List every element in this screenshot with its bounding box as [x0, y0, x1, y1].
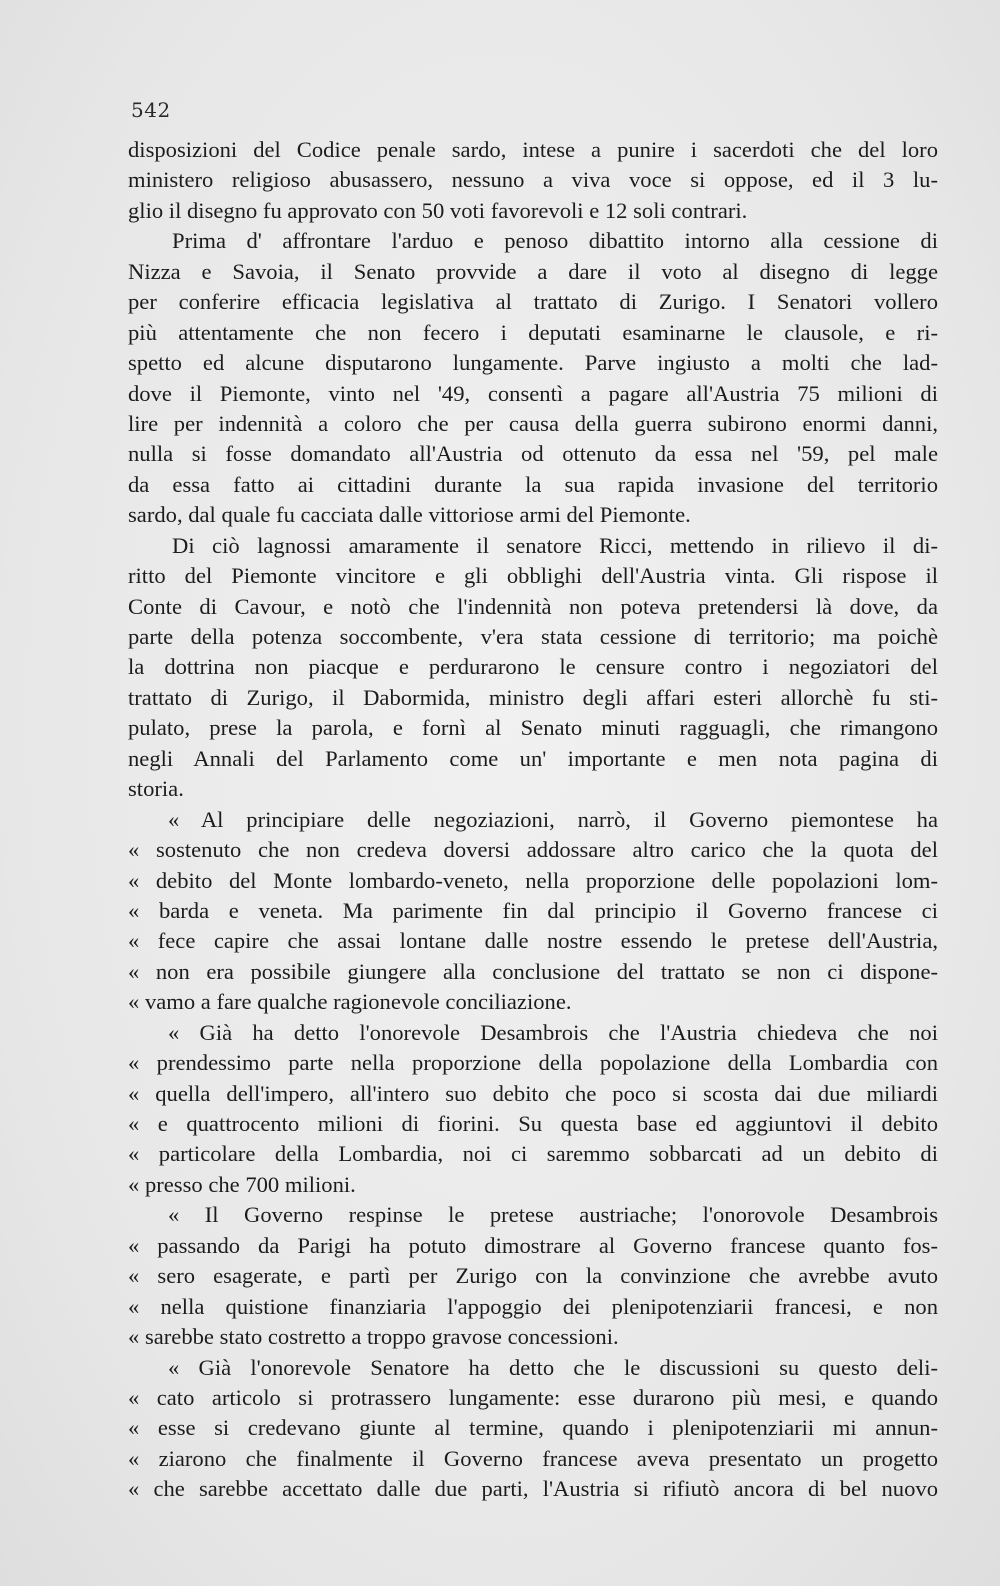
text-line: più attentamente che non fecero i deputati esaminarne le clausole, e ri-: [128, 319, 938, 345]
text-line: pulato, prese la parola, e fornì al Senato minuti ragguagli, che rimangono: [128, 715, 938, 741]
text-line: « debito del Monte lombardo-veneto, nella proporzione delle popolazioni lom-: [128, 867, 938, 893]
text-line: spetto ed alcune disputarono lungamente. Parve ingiusto a molti che lad-: [128, 350, 938, 376]
text-line: storia.: [128, 776, 184, 802]
text-line: « che sarebbe accettato dalle due parti, l'Austria si rifiutò ancora di bel nuovo: [128, 1476, 938, 1502]
text-line: « Già l'onorevole Senatore ha detto che le discussioni su questo deli-: [168, 1354, 938, 1380]
text-line: ritto del Piemonte vincitore e gli obblighi dell'Austria vinta. Gli rispose il: [128, 563, 938, 589]
text-line: trattato di Zurigo, il Dabormida, ministro degli affari esteri allorchè fu sti-: [128, 684, 938, 710]
text-line: « barda e veneta. Ma parimente fin dal principio il Governo francese ci: [128, 897, 938, 923]
text-line: Di ciò lagnossi amaramente il senatore Ricci, mettendo in rilievo il di-: [172, 532, 938, 558]
text-line: Prima d' affrontare l'arduo e penoso dibattito intorno alla cessione di: [172, 228, 938, 254]
text-line: « sostenuto che non credeva doversi addossare altro carico che la quota del: [128, 837, 938, 863]
text-line: « nella quistione finanziaria l'appoggio dei plenipotenziarii francesi, e non: [128, 1293, 938, 1319]
body-text: [128, 135, 938, 1505]
text-line: lire per indennità a coloro che per causa della guerra subirono enormi danni,: [128, 410, 938, 436]
text-line: « fece capire che assai lontane dalle nostre essendo le pretese dell'Austria,: [128, 928, 938, 954]
text-line: la dottrina non piacque e perdurarono le censure contro i negoziatori del: [128, 654, 938, 680]
text-line: negli Annali del Parlamento come un' importante e men nota pagina di: [128, 745, 938, 771]
text-line: « vamo a fare qualche ragionevole conciliazione.: [128, 989, 572, 1015]
text-line: glio il disegno fu approvato con 50 voti favorevoli e 12 soli contrari.: [128, 197, 748, 223]
text-line: « passando da Parigi ha potuto dimostrare al Governo francese quanto fos-: [128, 1232, 938, 1258]
text-line: « prendessimo parte nella proporzione della popolazione della Lombardia con: [128, 1050, 938, 1076]
text-line: Conte di Cavour, e notò che l'indennità non poteva pretendersi là dove, da: [128, 593, 938, 619]
text-line: per conferire efficacia legislativa al trattato di Zurigo. I Senatori vollero: [128, 289, 938, 315]
page-number: 542: [131, 98, 171, 122]
text-line: « Al principiare delle negoziazioni, narrò, il Governo piemontese ha: [168, 806, 938, 832]
text-line: dove il Piemonte, vinto nel '49, consentì a pagare all'Austria 75 milioni di: [128, 380, 938, 406]
text-line: nulla si fosse domandato all'Austria od ottenuto da essa nel '59, pel male: [128, 441, 938, 467]
text-line: « presso che 700 milioni.: [128, 1171, 356, 1197]
text-line: « sero esagerate, e partì per Zurigo con la convinzione che avrebbe avuto: [128, 1263, 938, 1289]
text-line: « sarebbe stato costretto a troppo gravose concessioni.: [128, 1324, 619, 1350]
text-line: « particolare della Lombardia, noi ci saremmo sobbarcati ad un debito di: [128, 1141, 938, 1167]
text-line: ministero religioso abusassero, nessuno a viva voce si oppose, ed il 3 lu-: [128, 167, 938, 193]
text-line: « non era possibile giungere alla conclusione del trattato se non ci dispone-: [128, 958, 938, 984]
text-line: « e quattrocento milioni di fiorini. Su questa base ed aggiuntovi il debito: [128, 1111, 938, 1136]
text-line: sardo, dal quale fu cacciata dalle vittoriose armi del Piemonte.: [128, 502, 691, 528]
text-line: « Già ha detto l'onorevole Desambrois che l'Austria chiedeva che noi: [168, 1019, 938, 1045]
text-line: da essa fatto ai cittadini durante la sua rapida invasione del territorio: [128, 471, 938, 497]
text-line: « cato articolo si protrassero lungamente: esse durarono più mesi, e quando: [128, 1384, 938, 1410]
text-line: « esse si credevano giunte al termine, quando i plenipotenziarii mi annun-: [128, 1415, 938, 1441]
text-line: Nizza e Savoia, il Senato provvide a dare il voto al disegno di legge: [128, 258, 938, 284]
text-line: disposizioni del Codice penale sardo, intese a punire i sacerdoti che del loro: [128, 137, 938, 162]
text-line: « Il Governo respinse le pretese austriache; l'onorovole Desambrois: [168, 1202, 938, 1228]
text-line: « ziarono che finalmente il Governo francese aveva presentato un progetto: [128, 1445, 938, 1471]
text-line: « quella dell'impero, all'intero suo debito che poco si scosta dai due miliardi: [128, 1080, 938, 1106]
text-line: parte della potenza soccombente, v'era stata cessione di territorio; ma poichè: [128, 624, 938, 649]
